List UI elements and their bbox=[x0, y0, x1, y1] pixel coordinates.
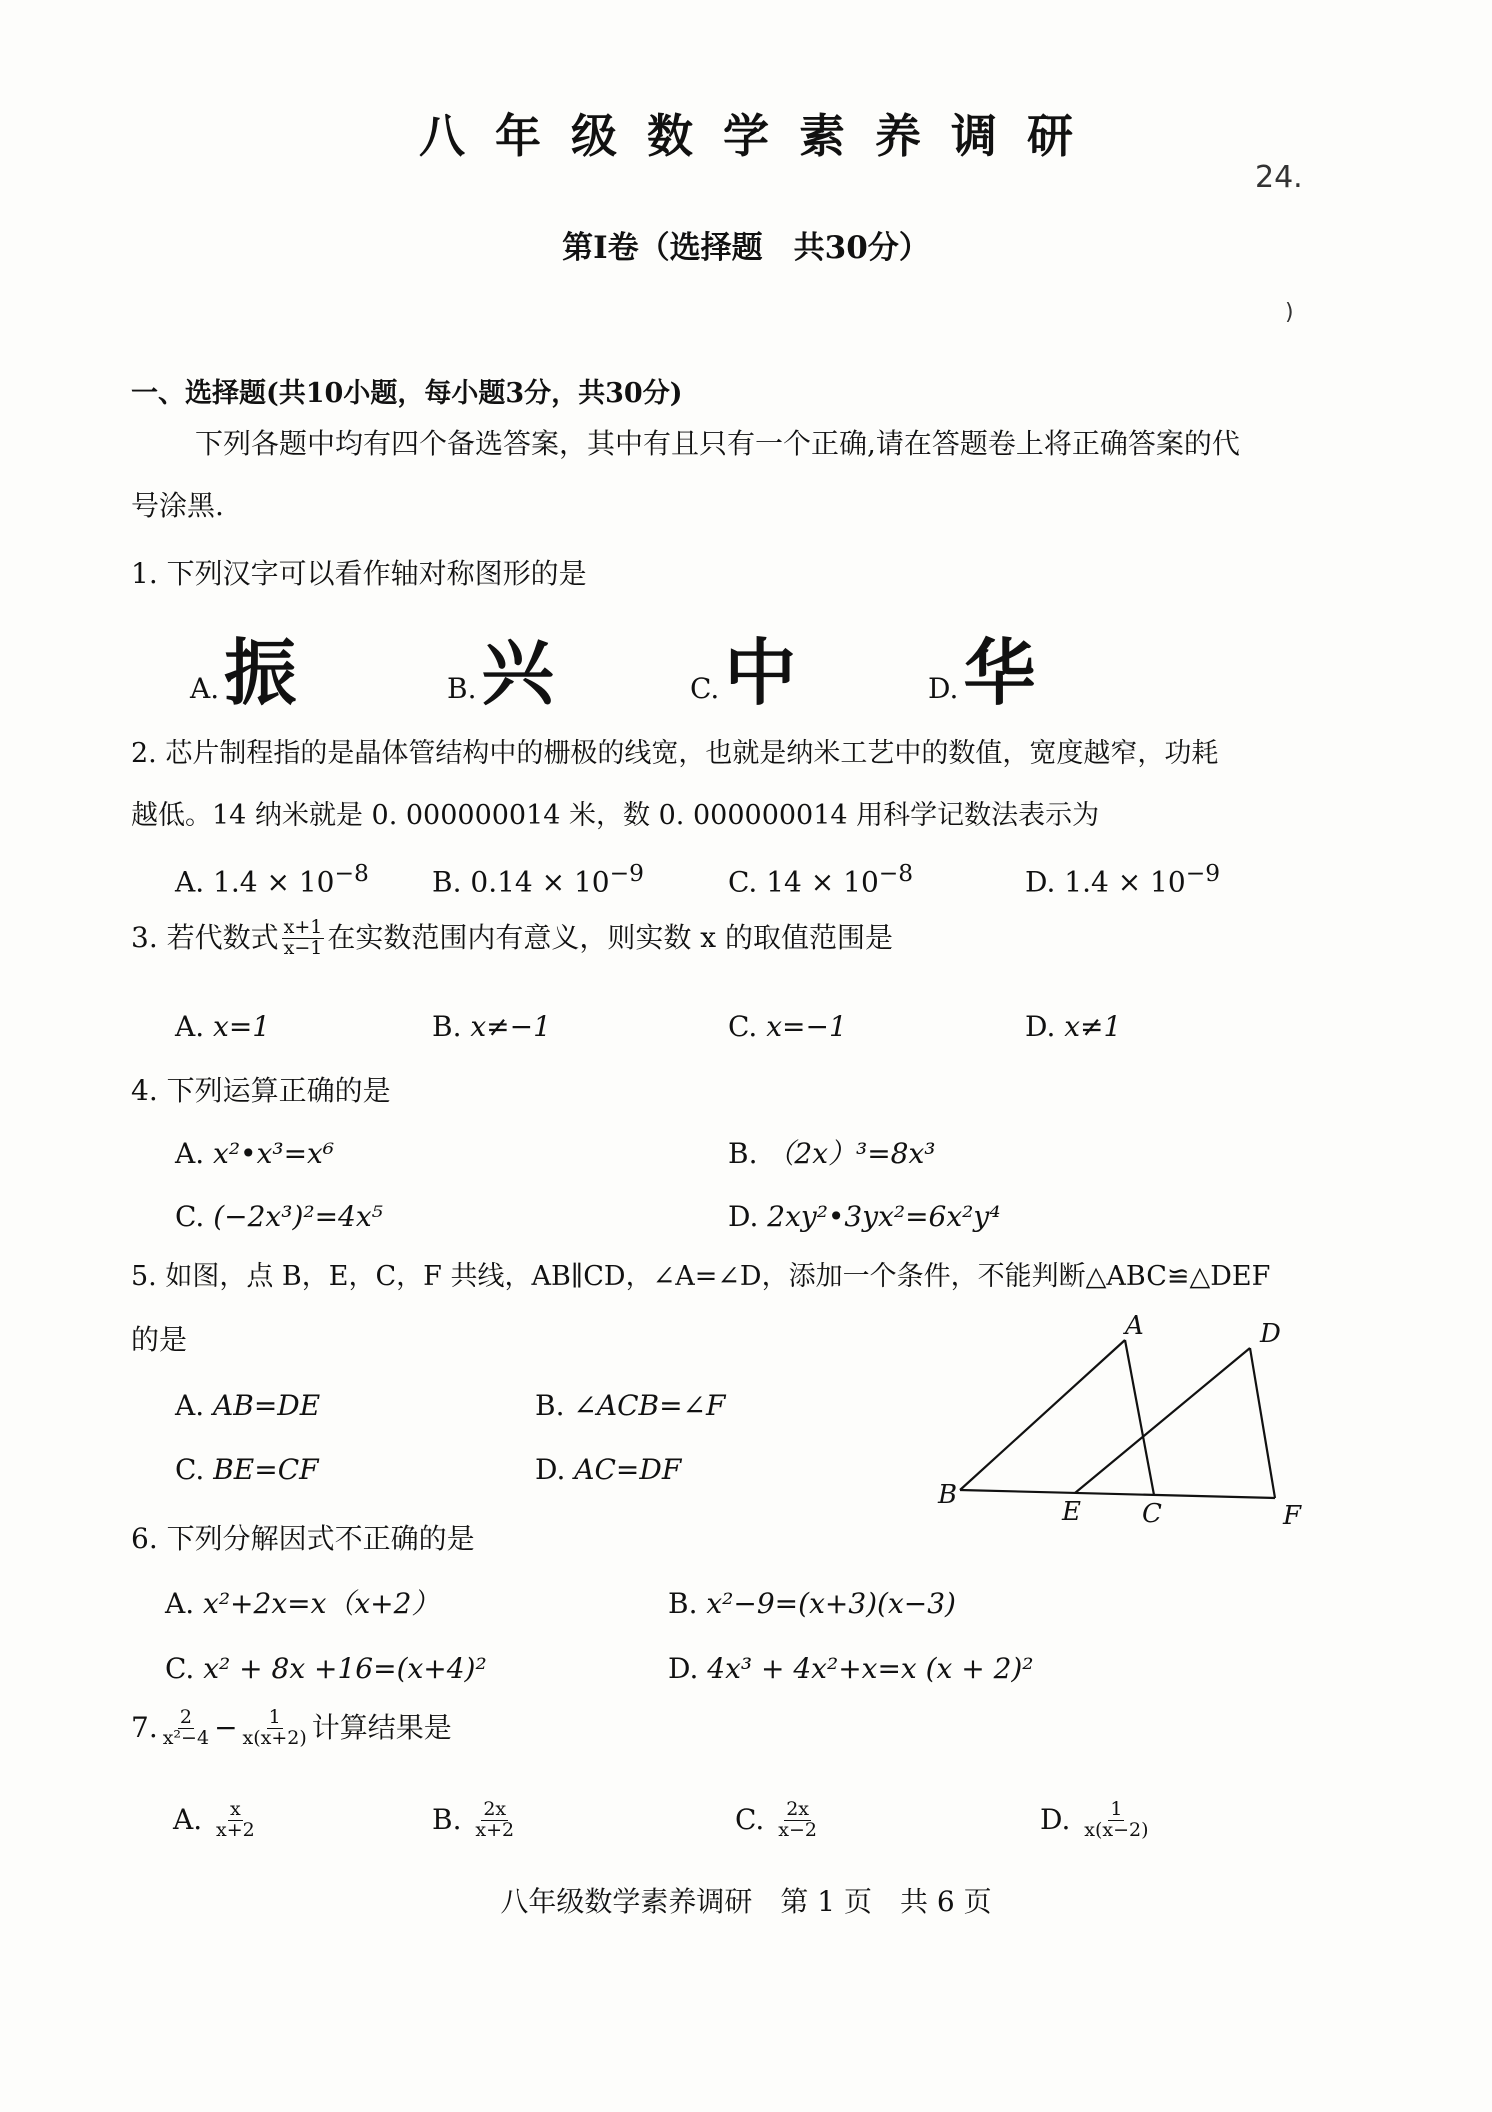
q3-suffix: 在实数范围内有意义，则实数 x 的取值范围是 bbox=[327, 921, 893, 955]
q5-option-b bbox=[535, 1389, 726, 1422]
q7-number: 7. bbox=[131, 1711, 158, 1745]
option-fraction bbox=[473, 1800, 516, 1841]
option-label: B. bbox=[728, 1137, 758, 1170]
instruction-line-1: 下列各题中均有四个备选答案，其中有且只有一个正确,请在答题卷上将正确答案的代 bbox=[195, 427, 1240, 460]
q1-option-d bbox=[928, 615, 1035, 719]
option-text: x² + 8x +16=(x+4)² bbox=[203, 1652, 487, 1685]
option-label: D. bbox=[1025, 1010, 1056, 1043]
q4-option-a bbox=[175, 1137, 335, 1170]
q3-fraction bbox=[282, 918, 325, 959]
q1-stem: 1. 下列汉字可以看作轴对称图形的是 bbox=[131, 557, 587, 590]
frac-numerator: 1 bbox=[268, 1706, 281, 1728]
option-char: 振 bbox=[224, 631, 297, 715]
option-char: 兴 bbox=[481, 631, 554, 715]
frac-denominator: x−2 bbox=[778, 1818, 817, 1841]
option-char: 中 bbox=[724, 631, 797, 715]
option-char: 华 bbox=[963, 631, 1036, 715]
q5-stem-line-1: 5. 如图，点 B，E，C，F 共线，AB∥CD，∠A=∠D，添加一个条件，不能判断△ABC≌△DEF bbox=[131, 1261, 1271, 1292]
q2-option-b bbox=[432, 859, 645, 899]
frac-denominator: x(x+2) bbox=[242, 1726, 307, 1749]
option-label: B. bbox=[668, 1587, 698, 1620]
q3-prefix: 3. 若代数式 bbox=[131, 921, 279, 955]
option-label: A. bbox=[165, 1587, 195, 1620]
option-text: AB=DE bbox=[213, 1389, 321, 1422]
option-label: C. bbox=[165, 1652, 195, 1685]
q7-option-b bbox=[432, 1800, 519, 1841]
option-text: （2x）³=8x³ bbox=[766, 1137, 936, 1170]
option-text: BE=CF bbox=[213, 1453, 319, 1486]
segment-bf bbox=[960, 1490, 1275, 1498]
option-base: 14 × 10 bbox=[766, 865, 879, 899]
q2-option-d bbox=[1025, 859, 1221, 899]
option-fraction bbox=[776, 1800, 819, 1841]
q6-stem: 6. 下列分解因式不正确的是 bbox=[131, 1522, 475, 1555]
point-label-a: A bbox=[1125, 1311, 1144, 1341]
option-label: C. bbox=[728, 865, 758, 899]
q1-option-c bbox=[690, 615, 796, 719]
option-fraction bbox=[1082, 1800, 1150, 1841]
q2-stem-line-2: 越低。14 纳米就是 0. 000000014 米，数 0. 000000014 用科学记数法表示为 bbox=[131, 800, 1100, 831]
section-subtitle: 第Ⅰ卷（选择题 共30分） bbox=[562, 230, 930, 266]
q4-stem: 4. 下列运算正确的是 bbox=[131, 1074, 391, 1107]
point-label-e: E bbox=[1062, 1497, 1081, 1527]
frac-numerator: x bbox=[230, 1798, 241, 1820]
q5-option-a bbox=[175, 1389, 321, 1422]
frac-denominator: x+2 bbox=[216, 1818, 255, 1841]
handwritten-mark: 24. bbox=[1255, 160, 1303, 195]
option-label: D. bbox=[535, 1453, 566, 1486]
option-base: 1.4 × 10 bbox=[213, 865, 335, 899]
frac-numerator: 2 bbox=[179, 1706, 192, 1728]
point-label-b: B bbox=[938, 1480, 958, 1510]
q2-option-a bbox=[175, 859, 369, 899]
option-label: C. bbox=[735, 1803, 765, 1837]
q4-option-c bbox=[175, 1200, 383, 1233]
frac-numerator: x+1 bbox=[283, 916, 323, 938]
frac-denominator: x(x−2) bbox=[1084, 1818, 1149, 1841]
option-label: D. bbox=[1040, 1803, 1071, 1837]
q6-option-d bbox=[668, 1652, 1034, 1685]
option-text: x²•x³=x⁶ bbox=[213, 1137, 335, 1170]
q6-option-a bbox=[165, 1587, 440, 1620]
frac-denominator: x²−4 bbox=[162, 1726, 210, 1749]
option-label: C. bbox=[728, 1010, 758, 1043]
page-title: 八年级数学素养调研 bbox=[419, 109, 1103, 163]
frac-numerator: 1 bbox=[1110, 1798, 1123, 1820]
q7-stem bbox=[131, 1708, 452, 1749]
option-label: A. bbox=[175, 1389, 205, 1422]
point-label-f: F bbox=[1283, 1501, 1302, 1530]
option-base: 0.14 × 10 bbox=[470, 865, 610, 899]
q2-stem-line-1: 2. 芯片制程指的是晶体管结构中的栅极的线宽，也就是纳米工艺中的数值，宽度越窄，功耗 bbox=[131, 738, 1219, 769]
segment-ab bbox=[960, 1340, 1125, 1490]
option-label: B. bbox=[432, 865, 462, 899]
q3-option-b bbox=[432, 1010, 551, 1043]
segment-ed bbox=[1075, 1348, 1250, 1493]
option-label: C. bbox=[175, 1453, 205, 1486]
option-label: B. bbox=[432, 1010, 462, 1043]
option-label: A. bbox=[190, 672, 220, 705]
q3-stem bbox=[131, 918, 893, 959]
option-base: 1.4 × 10 bbox=[1064, 865, 1186, 899]
frac-denominator: x−1 bbox=[283, 936, 323, 959]
option-text: ∠ACB=∠F bbox=[573, 1389, 726, 1422]
option-exponent: −9 bbox=[1185, 859, 1221, 887]
option-label: A. bbox=[175, 1137, 205, 1170]
instruction-line-2: 号涂黑. bbox=[131, 489, 224, 522]
option-text: x=1 bbox=[213, 1010, 271, 1043]
option-label: D. bbox=[928, 672, 959, 705]
frac-numerator: 2x bbox=[786, 1798, 809, 1820]
q6-option-c bbox=[165, 1652, 487, 1685]
option-text: x≠−1 bbox=[470, 1010, 551, 1043]
option-label: B. bbox=[535, 1389, 565, 1422]
option-label: D. bbox=[1025, 865, 1056, 899]
q5-triangle-figure bbox=[920, 1300, 1340, 1530]
q5-option-d bbox=[535, 1453, 682, 1486]
q3-option-a bbox=[175, 1010, 271, 1043]
option-text: x²−9=(x+3)(x−3) bbox=[706, 1587, 956, 1620]
q7-fraction-2 bbox=[241, 1708, 309, 1749]
option-label: A. bbox=[175, 865, 205, 899]
option-text: x²+2x=x（x+2） bbox=[203, 1587, 440, 1620]
frac-numerator: 2x bbox=[483, 1798, 507, 1820]
q1-option-a bbox=[190, 615, 296, 719]
option-label: A. bbox=[173, 1803, 203, 1837]
page-footer: 八年级数学素养调研 第 1 页 共 6 页 bbox=[500, 1885, 992, 1918]
option-text: x=−1 bbox=[766, 1010, 847, 1043]
option-fraction bbox=[214, 1800, 257, 1841]
q6-option-b bbox=[668, 1587, 956, 1620]
frac-denominator: x+2 bbox=[475, 1818, 515, 1841]
segment-df bbox=[1250, 1348, 1275, 1498]
q7-minus: − bbox=[214, 1711, 238, 1745]
option-exponent: −8 bbox=[334, 859, 369, 887]
option-text: 2xy²•3yx²=6x²y⁴ bbox=[767, 1200, 1001, 1233]
option-text: AC=DF bbox=[574, 1453, 682, 1486]
option-label: B. bbox=[447, 672, 477, 705]
option-label: D. bbox=[728, 1200, 759, 1233]
point-label-c: C bbox=[1142, 1499, 1162, 1529]
option-text: (−2x³)²=4x⁵ bbox=[213, 1200, 383, 1233]
option-label: D. bbox=[668, 1652, 699, 1685]
section-heading: 一、选择题(共10小题，每小题3分，共30分) bbox=[131, 378, 683, 409]
option-label: B. bbox=[432, 1803, 462, 1837]
q7-option-a bbox=[173, 1800, 260, 1841]
q4-option-b bbox=[728, 1137, 936, 1170]
segment-ac bbox=[1125, 1340, 1154, 1495]
option-label: C. bbox=[175, 1200, 205, 1233]
margin-mark: ) bbox=[1285, 300, 1294, 325]
q7-option-c bbox=[735, 1800, 822, 1841]
option-exponent: −8 bbox=[878, 859, 914, 887]
q7-fraction-1 bbox=[161, 1708, 211, 1749]
option-label: A. bbox=[175, 1010, 205, 1043]
q4-option-d bbox=[728, 1200, 1001, 1233]
option-label: C. bbox=[690, 672, 720, 705]
option-exponent: −9 bbox=[609, 859, 645, 887]
q5-option-c bbox=[175, 1453, 319, 1486]
q1-option-b bbox=[447, 615, 554, 719]
option-text: 4x³ + 4x²+x=x (x + 2)² bbox=[707, 1652, 1034, 1685]
point-label-d: D bbox=[1260, 1319, 1281, 1349]
option-text: x≠1 bbox=[1064, 1010, 1122, 1043]
q3-option-d bbox=[1025, 1010, 1122, 1043]
q7-option-d bbox=[1040, 1800, 1154, 1841]
q2-option-c bbox=[728, 859, 914, 899]
q3-option-c bbox=[728, 1010, 847, 1043]
q5-stem-line-2: 的是 bbox=[131, 1323, 188, 1356]
q7-suffix: 计算结果是 bbox=[311, 1711, 452, 1745]
